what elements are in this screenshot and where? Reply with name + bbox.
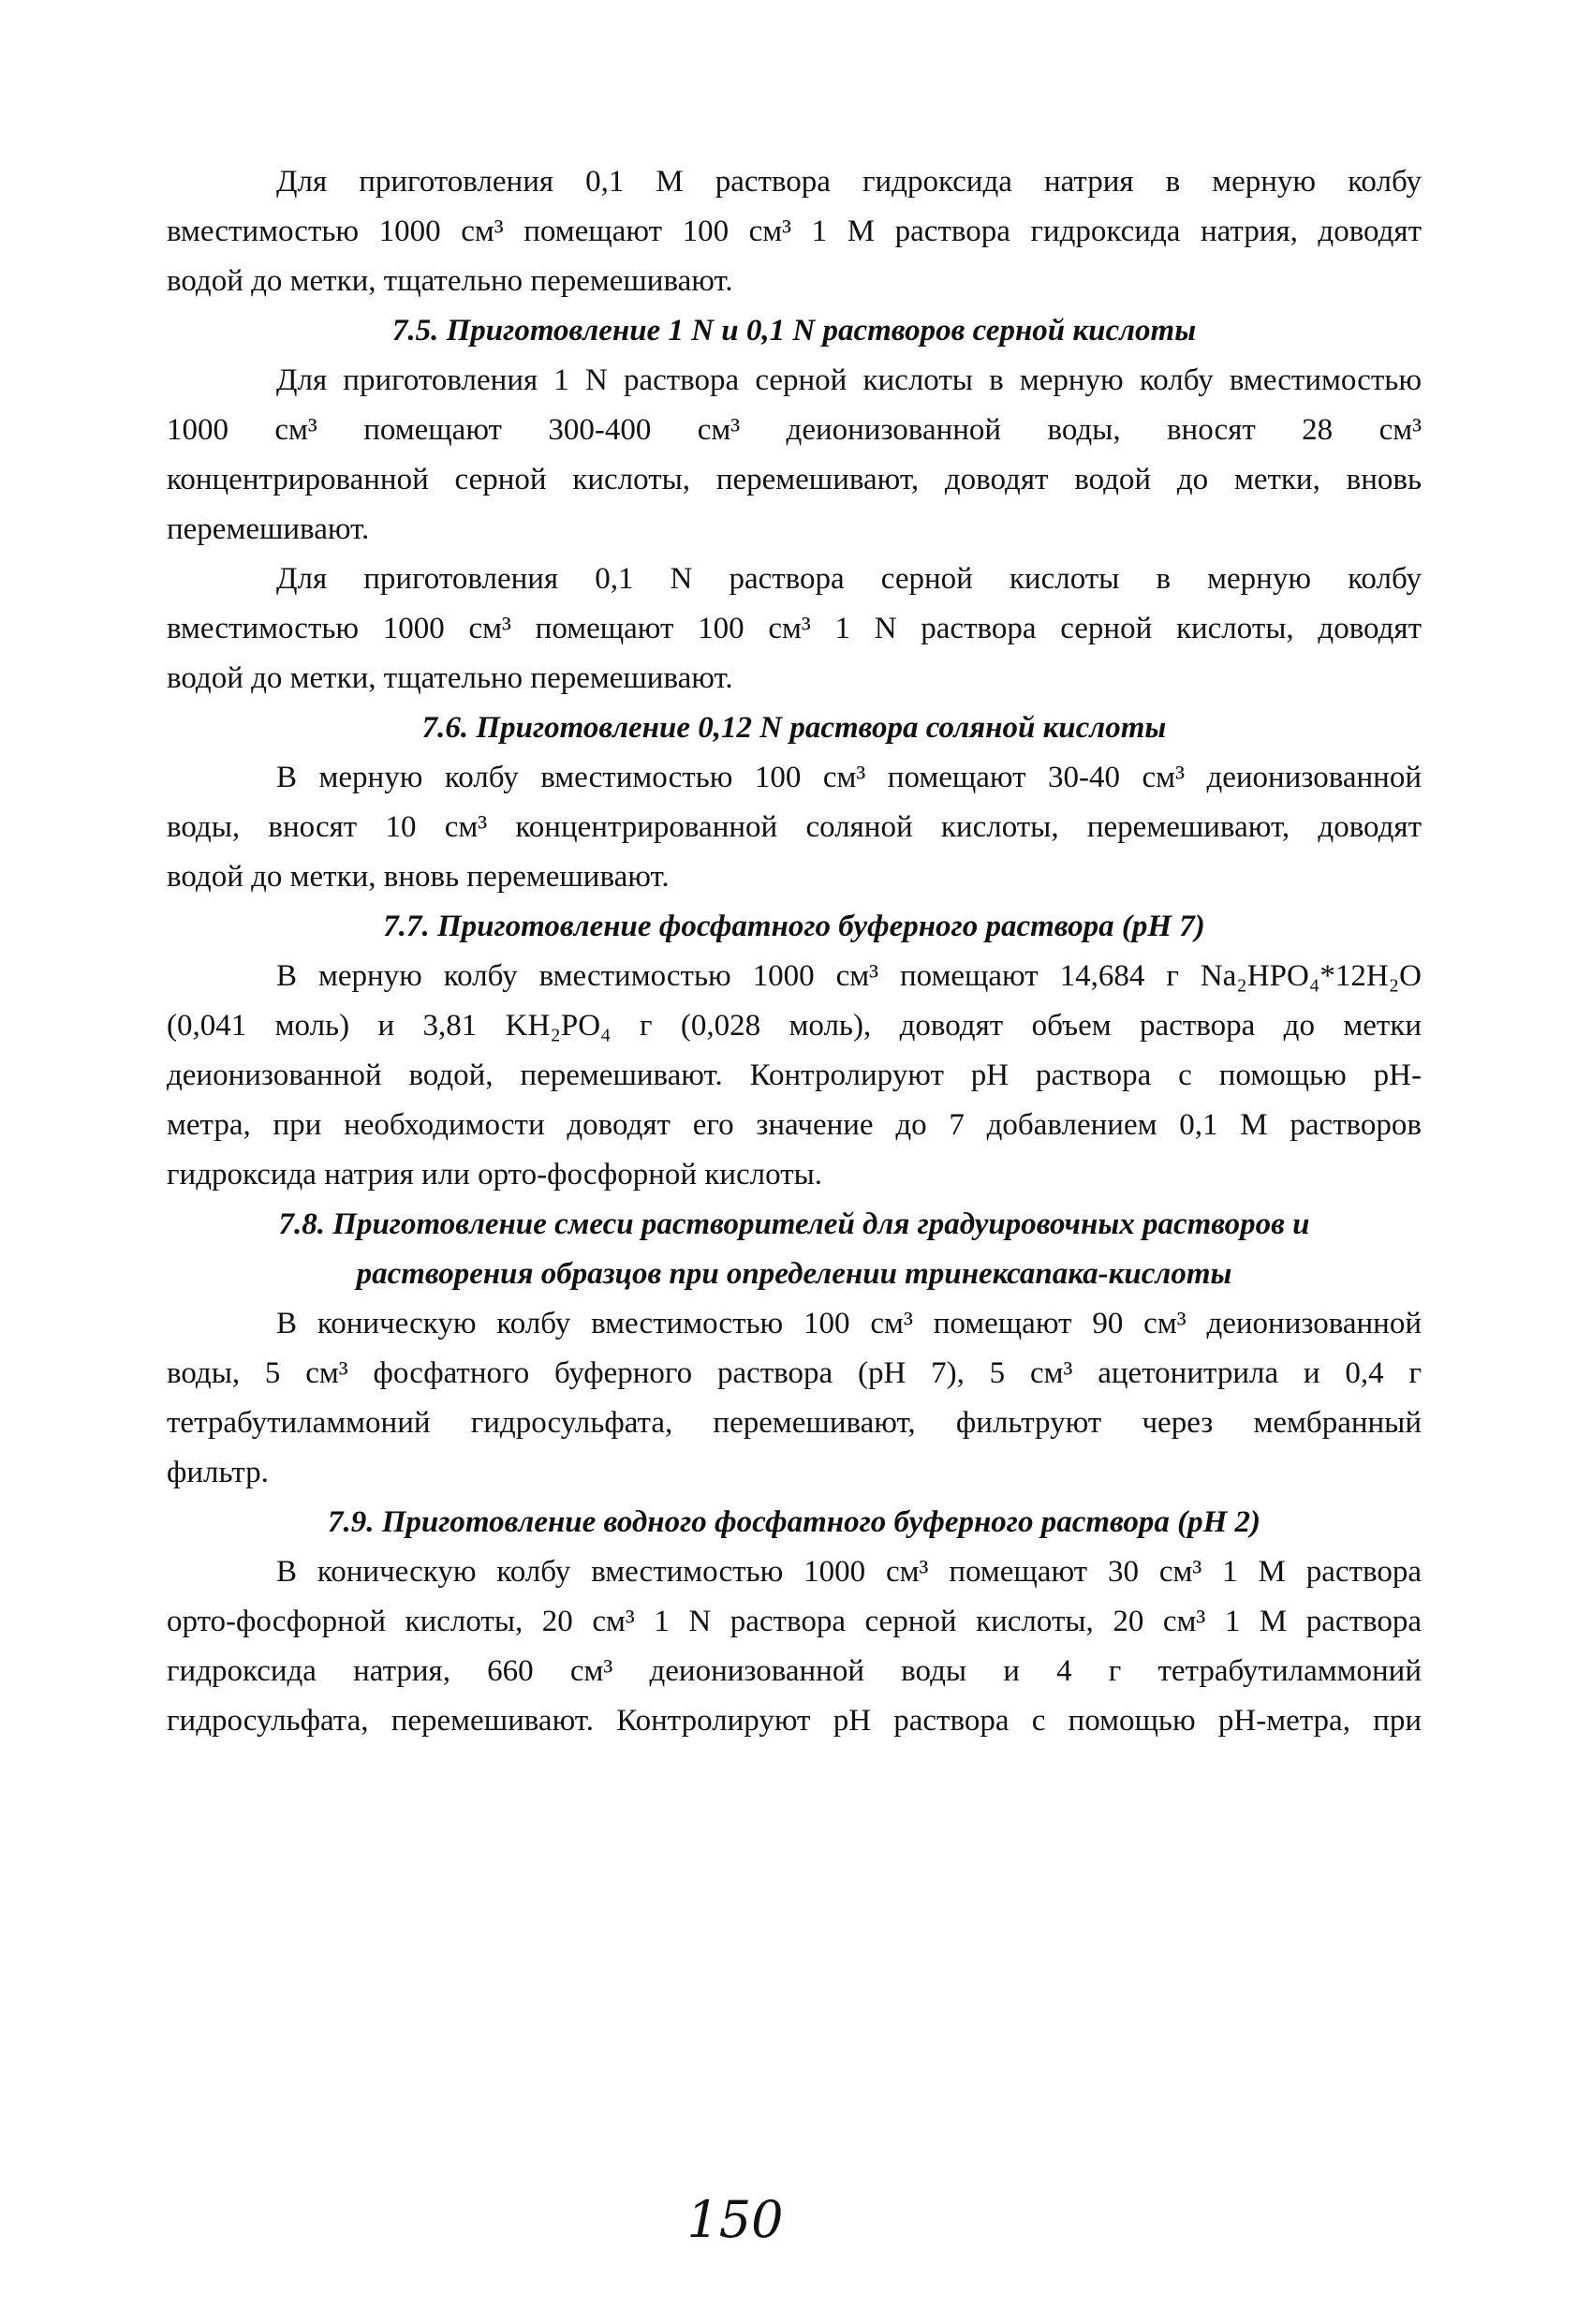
text-line: водой до метки, вновь перемешивают. [167,860,670,894]
section-heading: 7.5. Приготовление 1 N и 0,1 N растворов серной кислоты [391,314,1197,348]
text-line: гидроксида натрия, 660 см³ деионизованной воды и 4 г тетрабутиламмоний [167,1654,1422,1688]
text-line: В мерную колбу вместимостью 1000 см³ помещают 14,684 г Na₂HPO₄*12H₂O [276,959,1422,993]
text-line: Для приготовления 0,1 N раствора серной кислоты в мерную колбу [276,562,1422,596]
page-number: 150 [686,2190,784,2249]
text-line: тетрабутиламмоний гидросульфата, перемешивают, фильтруют через мембранный [167,1406,1422,1440]
text-line: В коническую колбу вместимостью 1000 см³ помещают 30 см³ 1 М раствора [276,1555,1422,1589]
text-line: вместимостью 1000 см³ помещают 100 см³ 1 М раствора гидроксида натрия, доводят [167,215,1422,248]
text-line: водой до метки, тщательно перемешивают. [167,264,733,298]
text-line: воды, вносят 10 см³ концентрированной соляной кислоты, перемешивают, доводят [167,810,1422,844]
text-line: Для приготовления 1 N раствора серной кислоты в мерную колбу вместимостью [276,363,1422,397]
text-line: деионизованной водой, перемешивают. Контролируют pH раствора с помощью pH- [167,1058,1422,1092]
section-heading: 7.8. Приготовление смеси растворителей для градуировочных растворов и [278,1207,1310,1241]
text-line: фильтр. [167,1456,269,1489]
text-line: концентрированной серной кислоты, перемешивают, доводят водой до метки, вновь [167,463,1422,496]
text-line: воды, 5 см³ фосфатного буферного раствора (pH 7), 5 см³ ацетонитрила и 0,4 г [167,1356,1422,1390]
text-line: метра, при необходимости доводят его значение до 7 добавлением 0,1 М растворов [167,1108,1422,1142]
text-line: гидросульфата, перемешивают. Контролируют pH раствора с помощью pH-метра, при [167,1704,1422,1738]
text-line: 1000 см³ помещают 300-400 см³ деионизованной воды, вносят 28 см³ [167,413,1422,447]
text-line: В мерную колбу вместимостью 100 см³ помещают 30-40 см³ деионизованной [276,761,1422,794]
section-heading: 7.7. Приготовление фосфатного буферного раствора (pH 7) [383,910,1205,943]
text-line: перемешивают. [167,512,370,546]
text-line: гидроксида натрия или орто-фосфорной кислоты. [167,1158,823,1192]
text-line: (0,041 моль) и 3,81 KH₂PO₄ г (0,028 моль), доводят объем раствора до метки [167,1009,1422,1043]
section-heading: растворения образцов при определении тринексапака-кислоты [356,1257,1232,1291]
text-line: орто-фосфорной кислоты, 20 см³ 1 N раствора серной кислоты, 20 см³ 1 М раствора [167,1605,1422,1638]
section-heading: 7.9. Приготовление водного фосфатного буферного раствора (pH 2) [327,1505,1261,1539]
text-line: вместимостью 1000 см³ помещают 100 см³ 1 N раствора серной кислоты, доводят [167,612,1422,645]
text-line: Для приготовления 0,1 М раствора гидроксида натрия в мерную колбу [276,165,1422,199]
text-line: водой до метки, тщательно перемешивают. [167,661,733,695]
section-heading: 7.6. Приготовление 0,12 N раствора соляной кислоты [421,711,1167,745]
text-line: В коническую колбу вместимостью 100 см³ помещают 90 см³ деионизованной [276,1307,1422,1340]
